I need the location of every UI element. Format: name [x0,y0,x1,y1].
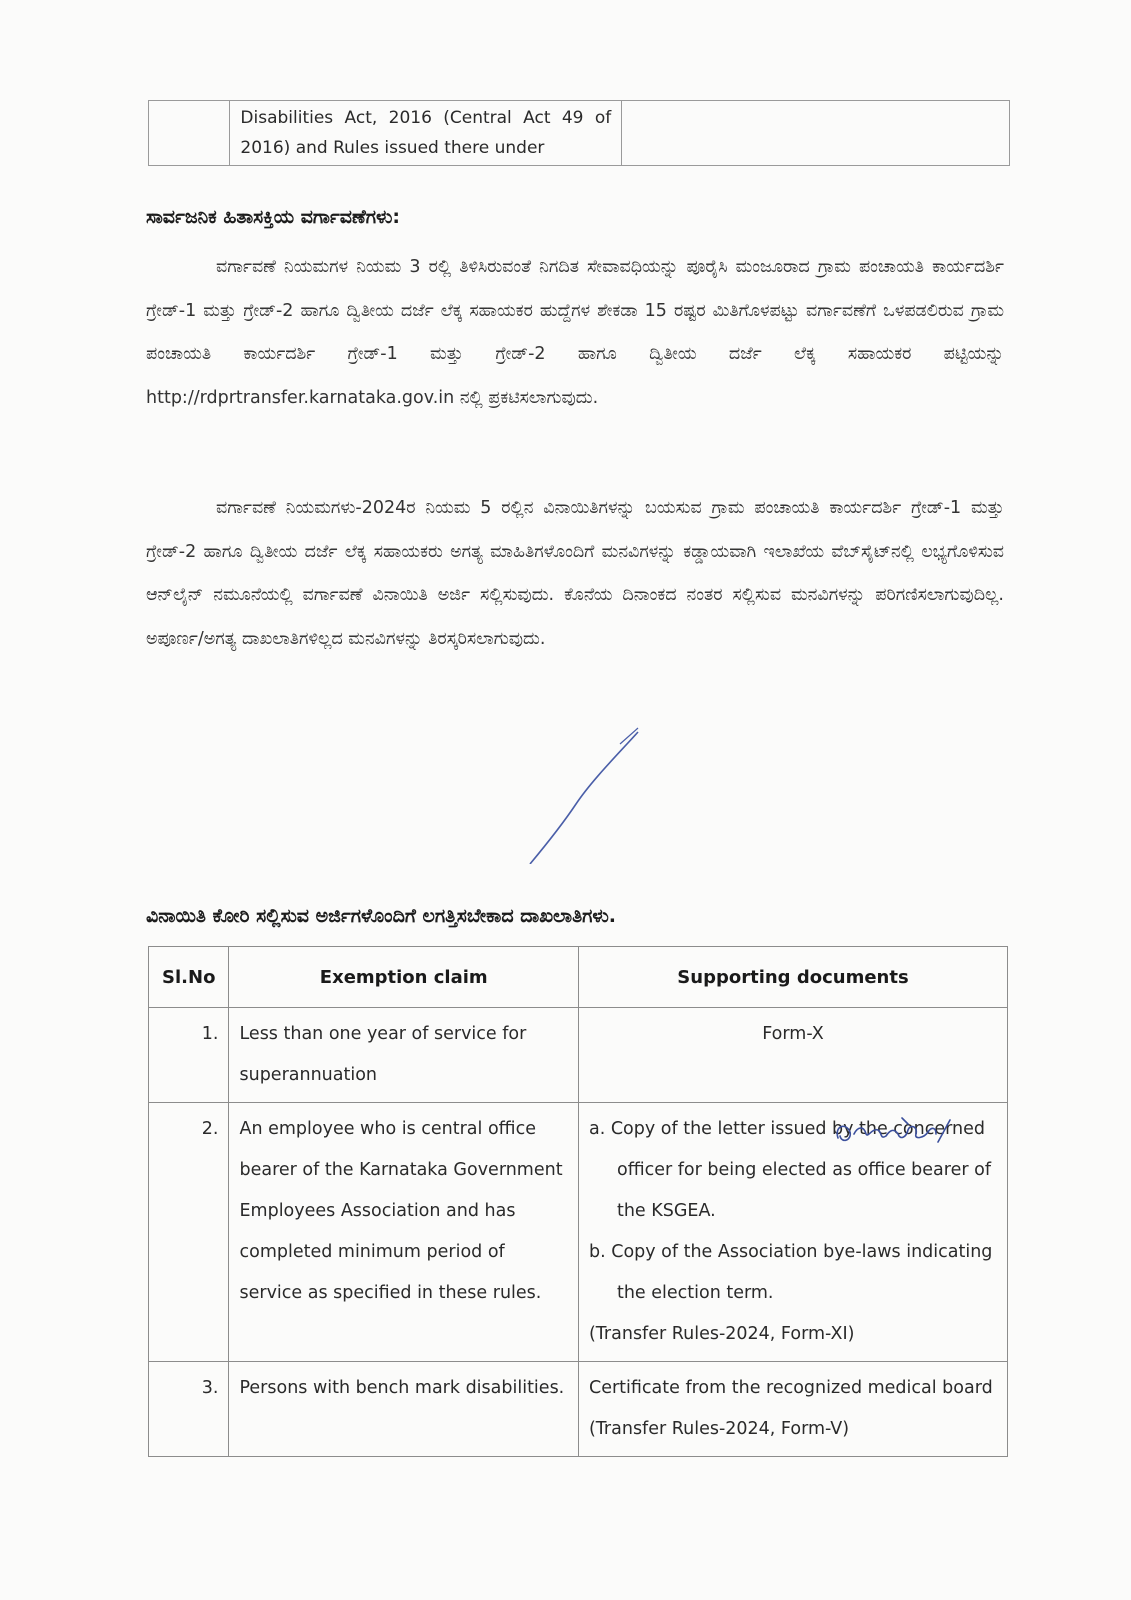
document-reference: (Transfer Rules-2024, Form-XI) [588,1324,855,1344]
document-item-a: a. Copy of the letter issued by the concerned officer for being elected as office bearer of the KSGEA. [588,1119,991,1221]
cell-slno: 1. [149,1008,229,1103]
signature-stroke [520,724,650,864]
paragraph-2: ವರ್ಗಾವಣೆ ನಿಯಮಗಳು-2024ರ ನಿಯಮ 5 ರಲ್ಲಿನ ವಿನಾಯಿತಿಗಳನ್ನು ಬಯಸುವ ಗ್ರಾಮ ಪಂಚಾಯತಿ ಕಾರ್ಯದರ್ಶಿ ಗ್ರೇಡ್-1 ಮತ್ತು ಗ್ರೇಡ್-2 ಹಾಗೂ ದ್ವಿತೀಯ ದರ್ಜೆ ಲೆಕ್ಕ ಸಹಾಯಕರು ಅಗತ್ಯ ಮಾಹಿತಿಗಳೊಂದಿಗೆ ಮನವಿಗಳನ್ನು ಕಡ್ಡಾಯವಾಗಿ ಇಲಾಖೆಯ ವೆಬ್‌ಸೈಟ್‌ನಲ್ಲಿ ಲಭ್ಯಗೊಳಿಸುವ ಆನ್‌ಲೈನ್ ನಮೂನೆಯಲ್ಲಿ ವರ್ಗಾವಣೆ ವಿನಾಯಿತಿ ಅರ್ಜಿ ಸಲ್ಲಿಸುವುದು. ಕೊನೆಯ ದಿನಾಂಕದ ನಂತರ ಸಲ್ಲಿಸುವ ಮನವಿಗಳನ್ನು ಪರಿಗಣಿಸಲಾಗುವುದಿಲ್ಲ. ಅಪೂರ್ಣ/ಅಗತ್ಯ ದಾಖಲಾತಿಗಳಿಲ್ಲದ ಮನವಿಗಳನ್ನು ತಿರಸ್ಕರಿಸಲಾಗುವುದು. [146,498,1004,649]
column-header-slno: Sl.No [149,947,229,1008]
cell-document: Form-X [578,1008,1007,1103]
document-item-b: b. Copy of the Association bye-laws indicating the election term. [588,1242,993,1303]
continued-table [148,100,1010,166]
column-header-documents: Supporting documents [578,947,1007,1008]
section-heading-public-interest: ಸಾರ್ವಜನಿಕ ಹಿತಾಸಕ್ತಿಯ ವರ್ಗಾವಣೆಗಳು: [146,206,401,228]
paragraph-1: ವರ್ಗಾವಣೆ ನಿಯಮಗಳ ನಿಯಮ 3 ರಲ್ಲಿ ತಿಳಿಸಿರುವಂತೆ ನಿಗದಿತ ಸೇವಾವಧಿಯನ್ನು ಪೂರೈಸಿ ಮಂಜೂರಾದ ಗ್ರಾಮ ಪಂಚಾಯತಿ ಕಾರ್ಯದರ್ಶಿ ಗ್ರೇಡ್-1 ಮತ್ತು ಗ್ರೇಡ್-2 ಹಾಗೂ ದ್ವಿತೀಯ ದರ್ಜೆ ಲೆಕ್ಕ ಸಹಾಯಕರ ಹುದ್ದೆಗಳ ಶೇಕಡಾ 15 ರಷ್ಟರ ಮಿತಿಗೊಳಪಟ್ಟು ವರ್ಗಾವಣೆಗೆ ಒಳಪಡಲಿರುವ ಗ್ರಾಮ ಪಂಚಾಯತಿ ಕಾರ್ಯದರ್ಶಿ ಗ್ರೇಡ್-1 ಮತ್ತು ಗ್ರೇಡ್-2 ಹಾಗೂ ದ್ವಿತೀಯ ದರ್ಜೆ ಲೆಕ್ಕ ಸಹಾಯಕರ ಪಟ್ಟಿಯನ್ನು http://rdprtransfer.karnataka.gov.in ನಲ್ಲಿ ಪ್ರಕಟಿಸಲಾಗುವುದು. [146,257,1004,408]
table-row [149,101,1010,166]
cell-claim: An employee who is central office bearer of the Karnataka Government Employees Association and has completed minimum period of service as specified in these rules. [229,1103,579,1362]
exemption-table [148,946,1008,1457]
table-row [149,1362,1008,1457]
column-header-claim: Exemption claim [229,947,579,1008]
cell-claim: Persons with bench mark disabilities. [229,1362,579,1457]
section-heading-documents: ವಿನಾಯಿತಿ ಕೋರಿ ಸಲ್ಲಿಸುವ ಅರ್ಜಿಗಳೊಂದಿಗೆ ಲಗತ್ತಿಸಬೇಕಾದ ದಾಖಲಾತಿಗಳು. [146,905,616,927]
cell-document: Certificate from the recognized medical board (Transfer Rules-2024, Form-V) [578,1362,1007,1457]
table-cell [622,101,1010,166]
table-cell-text: Disabilities Act, 2016 (Central Act 49 of 2016) and Rules issued there under [230,101,622,166]
table-row [149,1008,1008,1103]
table-cell [149,101,230,166]
cell-slno: 2. [149,1103,229,1362]
handwritten-initials [832,1108,952,1154]
table-header-row [149,947,1008,1008]
cell-slno: 3. [149,1362,229,1457]
cell-claim: Less than one year of service for superannuation [229,1008,579,1103]
